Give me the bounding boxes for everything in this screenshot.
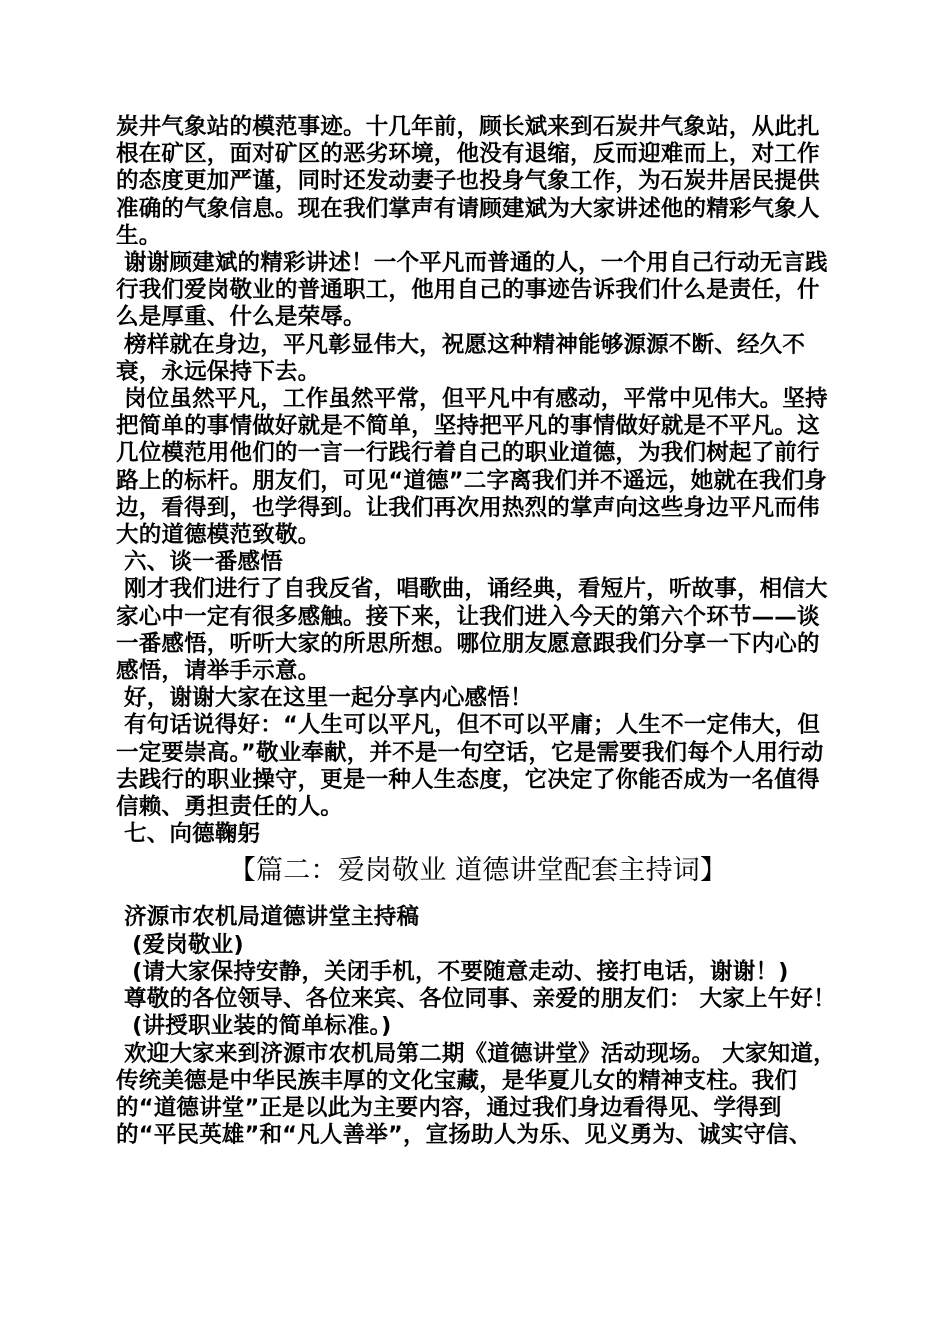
greeting-line: 尊敬的各位领导、各位来宾、各位同事、亲爱的朋友们： 大家上午好！	[116, 986, 836, 1013]
theme-line: (爱岗敬业)	[116, 931, 244, 958]
section-seven-title: 七、向德鞠躬	[116, 821, 261, 848]
paragraph-3: 榜样就在身边，平凡彰显伟大，祝愿这种精神能够源源不断、经久不衰，永远保持下去。	[116, 331, 806, 385]
paragraph-7: 好，谢谢大家在这里一起分享内心感悟！	[116, 685, 533, 712]
manuscript-title: 济源市农机局道德讲堂主持稿	[116, 904, 420, 931]
paragraph-1: 炭井气象站的模范事迹。十几年前，顾长斌来到石炭井气象站，从此扎根在矿区，面对矿区的恶劣环境，他没有退缩，反而迎难而上，对工作的态度更加严谨，同时还发动妻子也投身气象工作，为石炭井居民提供准确的气象信息。现在我们掌声有请顾建斌为大家讲述他的精彩气象人生。	[116, 114, 820, 249]
paragraph-2: 谢谢顾建斌的精彩讲述！一个平凡而普通的人，一个用自己行动无言践行我们爱岗敬业的普通职工，他用自己的事迹告诉我们什么是责任，什么是厚重、什么是荣辱。	[116, 250, 828, 331]
welcome-paragraph: 欢迎大家来到济源市农机局第二期《道德讲堂》活动现场。 大家知道，传统美德是中华民族丰厚的文化宝藏，是华夏儿女的精神支柱。我们的“道德讲堂”正是以此为主要内容，通过我们身边看得见、学得到的“平民英雄”和“凡人善举”，宣扬助人为乐、见义勇为、诚实守信、	[116, 1040, 836, 1149]
paragraph-4: 岗位虽然平凡，工作虽然平常，但平凡中有感动，平常中见伟大。坚持把简单的事情做好就是不简单，坚持把平凡的事情做好就是不平凡。这几位模范用他们的一言一行践行着自己的职业道德，为我们树起了前行路上的标杆。朋友们，可见“道德”二字离我们并不遥远，她就在我们身边，看得到，也学得到。让我们再次用热烈的掌声向这些身边平凡而伟大的道德模范致敬。	[116, 386, 828, 549]
part-two-heading: 【篇二：爱岗敬业 道德讲堂配套主持词】	[228, 855, 728, 887]
paragraph-8: 有句话说得好：“人生可以平凡，但不可以平庸；人生不一定伟大，但一定要崇高。”敬业奉献，并不是一句空话，它是需要我们每个人用行动去践行的职业操守，更是一种人生态度，它决定了你能否成为一名值得信赖、勇担责任的人。	[116, 712, 824, 821]
paragraph-6: 刚才我们进行了自我反省，唱歌曲，诵经典，看短片，听故事，相信大家心中一定有很多感触。接下来，让我们进入今天的第六个环节——谈一番感悟，听听大家的所思所想。哪位朋友愿意跟我们分享一下内心的感悟，请举手示意。	[116, 576, 828, 685]
document-page	[116, 114, 840, 1149]
dress-code-line: (讲授职业装的简单标准。)	[116, 1013, 392, 1040]
section-six-title: 六、谈一番感悟	[116, 549, 283, 576]
notice-line: (请大家保持安静，关闭手机，不要随意走动、接打电话，谢谢！)	[116, 958, 789, 985]
